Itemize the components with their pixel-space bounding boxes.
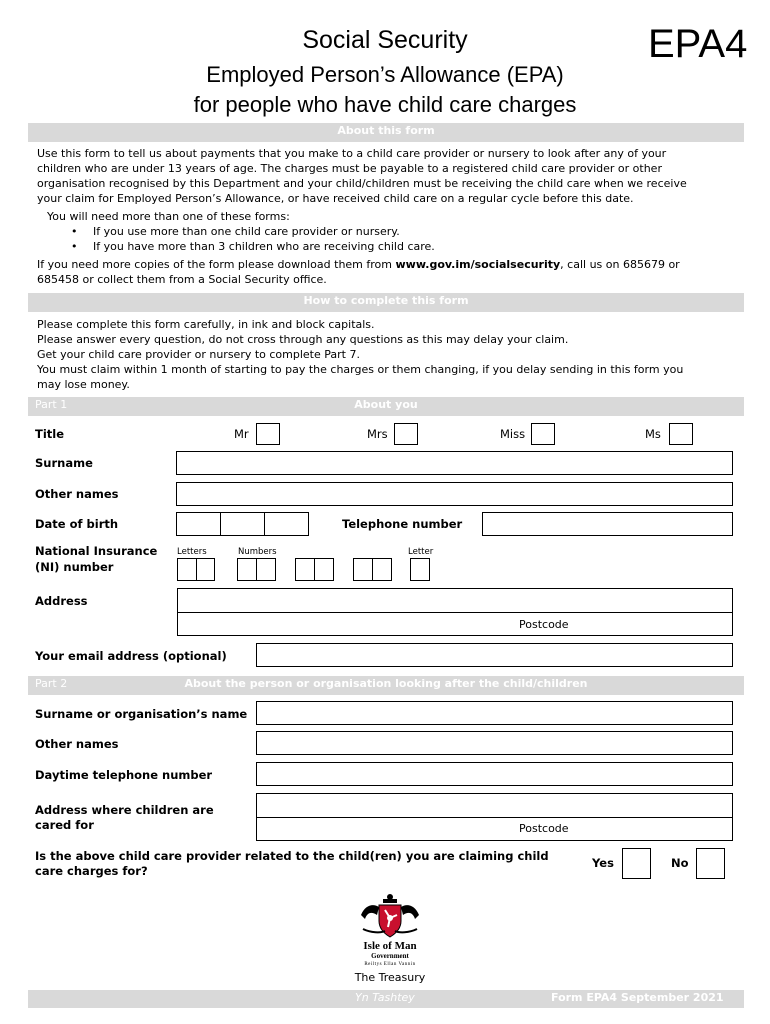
email-input[interactable]: [256, 643, 733, 667]
about-copies-line1: [37, 257, 680, 272]
ni-number-5[interactable]: [353, 558, 373, 581]
dob-year-input[interactable]: [264, 512, 309, 536]
about-para1-line4: your claim for Employed Person’s Allowance, or have received child care on a regular cycle before this date.: [37, 192, 634, 205]
part1-label: Part 1: [35, 398, 68, 411]
how-line-5: may lose money.: [37, 378, 130, 391]
address-input[interactable]: [177, 588, 733, 613]
about-bullet-1-text: If you use more than one child care provider or nursery.: [93, 225, 400, 238]
footer-bar: [28, 990, 744, 1008]
related-yes-label: Yes: [592, 856, 614, 870]
dob-label: Date of birth: [35, 517, 119, 531]
copies-pre: If you need more copies of the form please download them from: [37, 258, 396, 271]
provider-other-names-input[interactable]: [256, 731, 733, 755]
provider-postcode-label: Postcode: [519, 822, 569, 835]
telephone-label: Telephone number: [342, 517, 463, 531]
how-line-2: Please answer every question, do not cross through any questions as this may delay your claim.: [37, 333, 569, 346]
title-mrs-label: Mrs: [367, 427, 388, 441]
ni-label-line2: (NI) number: [35, 560, 114, 574]
title-mrs-checkbox[interactable]: [394, 423, 418, 445]
logo-line3: Reiltys Ellan Vannin: [364, 962, 416, 967]
how-heading: How to complete this form: [303, 294, 469, 307]
ni-number-4[interactable]: [314, 558, 334, 581]
title-miss-label: Miss: [500, 427, 526, 441]
provider-surname-input[interactable]: [256, 701, 733, 725]
ni-number-6[interactable]: [372, 558, 392, 581]
bullet-icon: •: [71, 225, 78, 238]
related-no-label: No: [671, 856, 689, 870]
provider-address-label-1: Address where children are: [35, 803, 214, 817]
about-need-more: You will need more than one of these forms:: [47, 210, 290, 223]
title-ms-checkbox[interactable]: [669, 423, 693, 445]
related-question-line2: care charges for?: [35, 864, 148, 878]
isle-of-man-crest-icon: [357, 893, 423, 939]
provider-address-input[interactable]: [256, 793, 733, 818]
logo-line1: Isle of Man: [363, 940, 417, 952]
title-mr-checkbox[interactable]: [256, 423, 280, 445]
title-ms-label: Ms: [645, 427, 661, 441]
form-title-line3: for people who have child care charges: [193, 92, 577, 117]
ni-number-1[interactable]: [237, 558, 257, 581]
other-names-label: Other names: [35, 487, 119, 501]
ni-letters-caption: Letters: [177, 547, 207, 557]
logo-line2: Government: [371, 952, 409, 960]
about-bullet-2: [71, 239, 435, 254]
dob-day-input[interactable]: [176, 512, 221, 536]
provider-surname-label: Surname or organisation’s name: [35, 707, 248, 721]
about-bullet-2-text: If you have more than 3 children who are receiving child care.: [93, 240, 435, 253]
about-copies-line2: 685458 or collect them from a Social Security office.: [37, 273, 327, 286]
part2-label: Part 2: [35, 677, 68, 690]
about-para1-line3: organisation recognised by this Department and your child/children must be receiving the child care when we receive: [37, 177, 687, 190]
provider-phone-label: Daytime telephone number: [35, 768, 213, 782]
provider-address-line2-input[interactable]: [256, 817, 733, 841]
ni-letter-1[interactable]: [177, 558, 197, 581]
ni-numbers-caption: Numbers: [238, 547, 277, 557]
about-heading: About this form: [337, 124, 435, 137]
part2-heading: About the person or organisation looking after the child/children: [184, 677, 588, 690]
part2-bar: [28, 676, 744, 695]
copies-link[interactable]: www.gov.im/socialsecurity: [395, 258, 561, 271]
title-mr-label: Mr: [234, 427, 249, 441]
address-label: Address: [35, 594, 88, 608]
how-line-1: Please complete this form carefully, in ink and block capitals.: [37, 318, 375, 331]
postcode-label: Postcode: [519, 618, 569, 631]
provider-phone-input[interactable]: [256, 762, 733, 786]
how-line-4: You must claim within 1 month of starting to pay the charges or them changing, if you delay sending in this form you: [37, 363, 684, 376]
ni-final-letter[interactable]: [410, 558, 430, 581]
other-names-input[interactable]: [176, 482, 733, 506]
ni-label-line1: National Insurance: [35, 544, 158, 558]
about-para1-line2: children who are under 13 years of age. The charges must be payable to a registered child care provider or other: [37, 162, 662, 175]
title-label: Title: [35, 427, 65, 441]
provider-other-names-label: Other names: [35, 737, 119, 751]
address-line2-input[interactable]: [177, 612, 733, 636]
provider-address-label-2: cared for: [35, 818, 94, 832]
part1-heading: About you: [354, 398, 418, 411]
ni-number-3[interactable]: [295, 558, 315, 581]
related-yes-checkbox[interactable]: [622, 848, 651, 879]
title-miss-checkbox[interactable]: [531, 423, 555, 445]
about-para1-line1: Use this form to tell us about payments that you make to a child care provider or nursery to look after any of your: [37, 147, 667, 160]
about-section-bar: [28, 123, 744, 142]
copies-post: , call us on 685679 or: [560, 258, 680, 271]
email-label: Your email address (optional): [35, 649, 227, 663]
form-code: EPA4: [648, 22, 748, 66]
surname-input[interactable]: [176, 451, 733, 475]
ni-letter-caption: Letter: [408, 547, 434, 557]
form-title-line1: Social Security: [302, 26, 468, 54]
related-question-line1: Is the above child care provider related to the child(ren) you are claiming child: [35, 849, 549, 863]
ni-letter-2[interactable]: [196, 558, 215, 581]
ni-number-2[interactable]: [256, 558, 276, 581]
bullet-icon: •: [71, 240, 78, 253]
department-manx: Yn Tashtey: [355, 991, 415, 1004]
about-bullet-1: [71, 224, 400, 239]
form-title-line2: Employed Person’s Allowance (EPA): [206, 62, 564, 87]
part1-bar: [28, 397, 744, 416]
related-no-checkbox[interactable]: [696, 848, 725, 879]
how-line-3: Get your child care provider or nursery to complete Part 7.: [37, 348, 360, 361]
how-section-bar: [28, 293, 744, 312]
department-name: The Treasury: [354, 971, 426, 984]
dob-month-input[interactable]: [220, 512, 265, 536]
surname-label: Surname: [35, 456, 93, 470]
form-reference: Form EPA4 September 2021: [551, 991, 724, 1004]
telephone-input[interactable]: [482, 512, 733, 536]
